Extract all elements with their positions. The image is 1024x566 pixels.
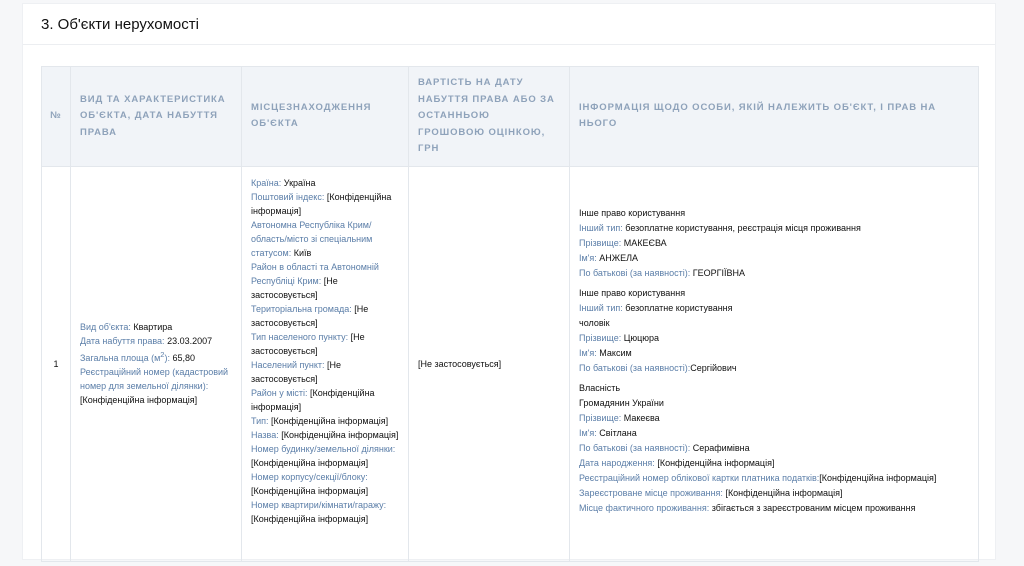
header-cost: ВАРТІСТЬ НА ДАТУ НАБУТТЯ ПРАВА АБО ЗА ОСТАННЬОЮ ГРОШОВОЮ ОЦІНКОЮ, ГРН <box>409 67 570 167</box>
location-region: Автономна Республіка Крим/область/місто зі спеціальним статусом: Київ <box>251 219 373 258</box>
surname: Прізвище: Макеєва <box>579 413 660 423</box>
owner-cell <box>570 166 979 561</box>
first-name: Ім'я: Світлана <box>579 428 637 438</box>
actual-address: Місце фактичного проживання: збігається з зареєстрованим місцем проживання <box>579 503 916 513</box>
location-settlement-type: Тип населеного пункту: [Не застосовується] <box>251 331 365 356</box>
location-block: Номер корпусу/секції/блоку: [Конфіденційна інформація] <box>251 471 369 496</box>
registered-address: Зареєстроване місце проживання: [Конфіденційна інформація] <box>579 488 843 498</box>
location-community: Територіальна громада: [Не застосовується] <box>251 303 369 328</box>
real-estate-section <box>22 3 996 560</box>
other-type: Інший тип: безоплатне користування <box>579 303 733 313</box>
registration-number: Реєстраційний номер (кадастровий номер для земельної ділянки): [Конфіденційна інформація] <box>80 367 229 405</box>
owner-record <box>579 381 969 516</box>
surname: Прізвище: МАКЕЄВА <box>579 238 667 248</box>
row-number: 1 <box>42 166 71 561</box>
surname: Прізвище: Цюцюра <box>579 333 660 343</box>
location-type: Тип: [Конфіденційна інформація] <box>251 415 389 426</box>
tax-number: Реєстраційний номер облікової картки платника податків:[Конфіденційна інформація] <box>579 473 937 483</box>
total-area: Загальна площа $(м^2)$: 65,80 <box>80 350 195 363</box>
object-cell <box>71 166 242 561</box>
first-name: Ім'я: АНЖЕЛА <box>579 253 639 263</box>
owner-record <box>579 286 969 376</box>
location-cell <box>242 166 409 561</box>
patronymic: По батькові (за наявності):Сергійович <box>579 363 737 373</box>
header-object: ВИД ТА ХАРАКТЕРИСТИКА ОБ'ЄКТА, ДАТА НАБУТТЯ ПРАВА <box>71 67 242 167</box>
table-header-row <box>42 67 979 167</box>
citizenship: Громадянин України <box>579 398 664 408</box>
birth-date: Дата народження: [Конфіденційна інформація] <box>579 458 775 468</box>
owner-record <box>579 206 969 281</box>
relation: чоловік <box>579 318 610 328</box>
section-title: 3. Об'єкти нерухомості <box>41 16 199 33</box>
other-type: Інший тип: безоплатне користування, реєстрація місця проживання <box>579 223 861 233</box>
right-type: Власність <box>579 383 621 393</box>
table-row <box>42 166 979 561</box>
right-type: Інше право користування <box>579 208 686 218</box>
header-num: № <box>42 67 71 167</box>
location-name: Назва: [Конфіденційна інформація] <box>251 429 399 440</box>
cost-cell: [Не застосовується] <box>409 166 570 561</box>
right-type: Інше право користування <box>579 288 686 298</box>
location-postcode: Поштовий індекс: [Конфіденційна інформація] <box>251 191 392 216</box>
header-location: МІСЦЕЗНАХОДЖЕННЯ ОБ'ЄКТА <box>242 67 409 167</box>
location-city-district: Район у місті: [Конфіденційна інформація] <box>251 387 375 412</box>
patronymic: По батькові (за наявності): ГЕОРГІЇВНА <box>579 268 746 278</box>
location-country: Країна: Україна <box>251 177 316 188</box>
header-owner: ІНФОРМАЦІЯ ЩОДО ОСОБИ, ЯКІЙ НАЛЕЖИТЬ ОБ'ЄКТ, І ПРАВ НА НЬОГО <box>570 67 979 167</box>
location-apartment: Номер квартири/кімнати/гаражу: [Конфіденційна інформація] <box>251 499 387 524</box>
location-building: Номер будинку/земельної ділянки: [Конфіденційна інформація] <box>251 443 396 468</box>
location-district: Район в області та Автономній Республіці Крим: [Не застосовується] <box>251 261 379 300</box>
object-type: Вид об'єкта: Квартира <box>80 322 173 332</box>
real-estate-table <box>41 66 979 562</box>
location-settlement: Населений пункт: [Не застосовується] <box>251 359 342 384</box>
patronymic: По батькові (за наявності): Серафимівна <box>579 443 750 453</box>
divider <box>23 44 995 45</box>
first-name: Ім'я: Максим <box>579 348 632 358</box>
acquisition-date: Дата набуття права: 23.03.2007 <box>80 336 213 346</box>
